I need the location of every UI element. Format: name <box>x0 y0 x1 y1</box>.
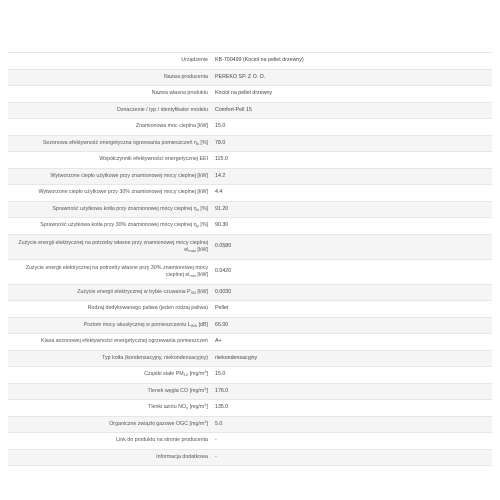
spec-row <box>8 301 492 318</box>
spec-label <box>8 234 211 259</box>
spec-value: niekondensacyjny <box>211 350 492 367</box>
spec-value: 0.0420 <box>211 259 492 284</box>
spec-label-sub: s <box>196 140 199 146</box>
spec-value: 15.0 <box>211 119 492 136</box>
spec-label-label: Zużycie energii elektrycznej na potrzeby własne przy 30% znamionowej mocy cieplnej el <box>25 264 208 278</box>
spec-label-label: Organiczne związki gazowe OGC [mg/m <box>109 420 205 427</box>
spec-label-label: Cząstki stałe PM <box>144 371 184 378</box>
spec-label-suffix2: ] <box>206 371 208 378</box>
spec-label-sub: x <box>186 405 189 411</box>
spec-label-suffix: [kW] <box>195 288 208 295</box>
spec-label-label: Nazwa własna produktu <box>151 90 208 97</box>
spec-row <box>8 317 492 334</box>
spec-label <box>8 449 211 466</box>
spec-row <box>8 367 492 384</box>
spec-label <box>8 86 211 103</box>
spec-row <box>8 449 492 466</box>
spec-label-label: Urządzenie <box>181 57 208 64</box>
spec-label-label: Informacja dodatkowa <box>156 453 208 460</box>
spec-label <box>8 201 211 218</box>
spec-label-label: Tlenek węgla CO [mg/m <box>147 387 205 394</box>
spec-label-label: Wytworzone ciepło użytkowe przy znamionowej mocy cieplnej [kW] <box>50 172 208 179</box>
spec-row <box>8 416 492 433</box>
spec-label-sup: 3 <box>204 402 207 408</box>
spec-label-label: Oznaczenie / typ / identyfikator modelu <box>116 106 208 113</box>
spec-label-label: Link do produktu na stronie producenta <box>116 437 208 444</box>
spec-table <box>8 52 492 466</box>
spec-table-body <box>8 53 492 466</box>
spec-row <box>8 86 492 103</box>
spec-label-sub: min <box>189 272 196 278</box>
spec-label-label: Tlenki azotu NO <box>148 404 187 411</box>
spec-value: PEREKO SP. Z O. O. <box>211 69 492 86</box>
spec-value: 65.00 <box>211 317 492 334</box>
spec-value: Pellet <box>211 301 492 318</box>
spec-label-label: Poziom mocy akustycznej w pomieszczeniu L <box>83 321 191 328</box>
spec-label <box>8 135 211 152</box>
spec-label-label: Sprawność użytkowa kotła przy 30% znamionowej mocy cieplnej η <box>40 222 197 229</box>
spec-label <box>8 301 211 318</box>
spec-label <box>8 317 211 334</box>
spec-label <box>8 53 211 70</box>
spec-label-suffix: [kW] <box>195 246 208 253</box>
spec-label-label: Sprawność użytkowa kotła przy znamionowej mocy cieplnej η <box>52 205 197 212</box>
spec-label <box>8 152 211 169</box>
spec-label-sub: p <box>196 223 199 229</box>
spec-row <box>8 433 492 450</box>
spec-value: 0.0030 <box>211 284 492 301</box>
spec-value: 15.0 <box>211 367 492 384</box>
spec-label-sub: 10 <box>183 372 189 378</box>
spec-label-suffix: [%] <box>198 205 208 212</box>
spec-label-label: Rodzaj dedykowanego paliwa (jeden rodzaj paliwa) <box>87 305 208 312</box>
spec-label-label: Klasa sezonowej efektywności energetycznej ogrzewania pomieszczeń <box>41 338 208 345</box>
spec-label-sup: 3 <box>204 369 207 375</box>
spec-row <box>8 218 492 235</box>
spec-label-label: Typ kotła (kondensacyjny, niekondensacyjny) <box>102 354 208 361</box>
spec-label-sup: 3 <box>204 418 207 424</box>
spec-row <box>8 102 492 119</box>
spec-row <box>8 69 492 86</box>
spec-row <box>8 284 492 301</box>
spec-label <box>8 185 211 202</box>
spec-value: 176.0 <box>211 383 492 400</box>
spec-label-sub: n <box>196 206 199 212</box>
spec-label-sub: SB <box>190 289 196 295</box>
spec-row <box>8 53 492 70</box>
spec-label <box>8 168 211 185</box>
spec-value: - <box>211 433 492 450</box>
spec-label <box>8 383 211 400</box>
spec-label <box>8 102 211 119</box>
spec-row <box>8 185 492 202</box>
spec-value: Comfort-Pell 15 <box>211 102 492 119</box>
spec-value: 14.2 <box>211 168 492 185</box>
spec-label-sup: 3 <box>204 385 207 391</box>
spec-value: 135.0 <box>211 400 492 417</box>
spec-label-sub: WA <box>190 322 198 328</box>
spec-label <box>8 433 211 450</box>
product-spec-sheet <box>8 52 492 466</box>
spec-value: 5.0 <box>211 416 492 433</box>
spec-label-suffix: [mg/m <box>188 371 205 378</box>
spec-label-suffix2: ] <box>206 404 208 411</box>
spec-label-label: Zużycie energii elektrycznej na potrzeby własne przy znamionowej mocy cieplnej el <box>18 239 208 253</box>
spec-value: 115.0 <box>211 152 492 169</box>
spec-label-label: Wytworzone ciepło użytkowe przy 30% znamionowej mocy cieplnej [kW] <box>38 189 208 196</box>
spec-value: Kocioł na pellet drzewny <box>211 86 492 103</box>
spec-row <box>8 400 492 417</box>
spec-value: 90.30 <box>211 218 492 235</box>
spec-label-label: Nazwa producenta <box>163 73 208 80</box>
spec-row <box>8 119 492 136</box>
spec-label-label: Sezonowa efektywność energetyczna ogrzewania pomieszczeń η <box>42 139 197 146</box>
spec-value: 4.4 <box>211 185 492 202</box>
spec-label-suffix2: ] <box>206 387 208 394</box>
spec-label-label: Współczynnik efektywności energetycznej EEI <box>99 156 208 163</box>
spec-row <box>8 135 492 152</box>
spec-label-sub: max <box>188 247 196 253</box>
spec-label <box>8 416 211 433</box>
spec-label-suffix: [kW] <box>195 271 208 278</box>
spec-label-suffix: [%] <box>198 139 208 146</box>
spec-value: KB-700499 (Kocioł na pellet drzewny) <box>211 53 492 70</box>
spec-label-suffix: [mg/m <box>188 404 205 411</box>
spec-row <box>8 383 492 400</box>
spec-label-suffix: [%] <box>198 222 208 229</box>
spec-label-label: Zużycie energii elektrycznej w trybie czuwania P <box>77 288 191 295</box>
spec-label <box>8 284 211 301</box>
spec-row <box>8 259 492 284</box>
spec-label <box>8 350 211 367</box>
spec-value: - <box>211 449 492 466</box>
spec-label-suffix: [dB] <box>197 321 208 328</box>
spec-row <box>8 234 492 259</box>
spec-value: A+ <box>211 334 492 351</box>
spec-label <box>8 259 211 284</box>
spec-row <box>8 168 492 185</box>
spec-row <box>8 201 492 218</box>
spec-row <box>8 152 492 169</box>
spec-value: 0.0580 <box>211 234 492 259</box>
spec-label-suffix2: ] <box>206 420 208 427</box>
spec-label <box>8 69 211 86</box>
spec-label <box>8 218 211 235</box>
spec-label <box>8 367 211 384</box>
spec-value: 91.20 <box>211 201 492 218</box>
spec-row <box>8 350 492 367</box>
spec-label <box>8 119 211 136</box>
spec-label <box>8 400 211 417</box>
spec-label <box>8 334 211 351</box>
spec-label-label: Znamionowa moc cieplna [kW] <box>135 123 208 130</box>
spec-value: 78.0 <box>211 135 492 152</box>
spec-row <box>8 334 492 351</box>
